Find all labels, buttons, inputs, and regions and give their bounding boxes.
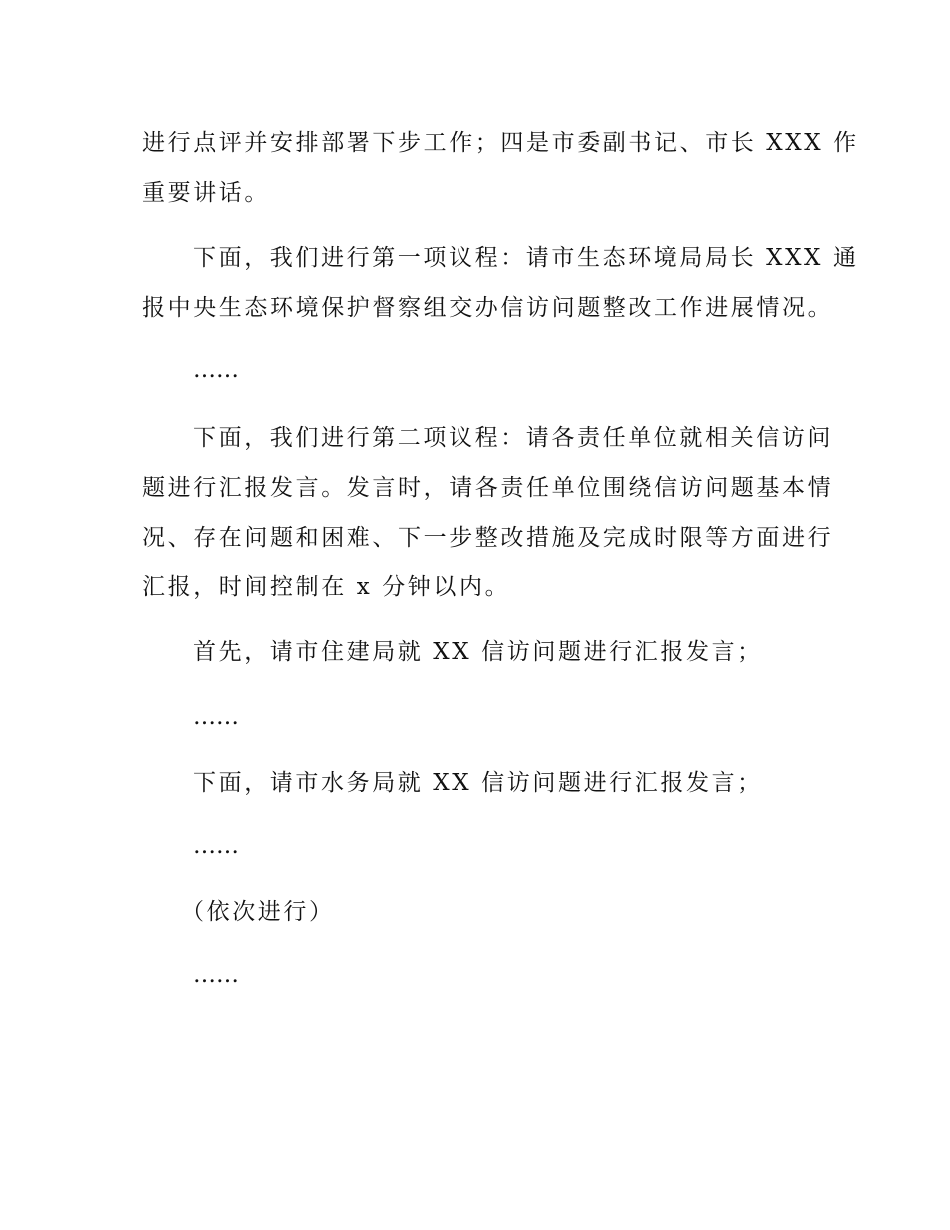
paragraph-line: 下面，我们进行第一项议程：请市生态环境局局长 XXX 通 (193, 245, 859, 271)
ellipsis-line: …… (193, 704, 239, 730)
ellipsis-line: …… (193, 357, 239, 383)
paragraph-line: 下面，请市水务局就 XX 信访问题进行汇报发言； (193, 770, 763, 796)
ellipsis-line: …… (193, 833, 239, 859)
paragraph-line: 重要讲话。 (142, 180, 270, 206)
paragraph-line: 首先，请市住建局就 XX 信访问题进行汇报发言； (193, 639, 763, 665)
ellipsis-line: …… (193, 962, 239, 988)
paragraph-line: （依次进行） (181, 899, 335, 925)
paragraph-line: 下面，我们进行第二项议程：请各责任单位就相关信访问 (193, 425, 833, 451)
paragraph-line: 题进行汇报发言。发言时，请各责任单位围绕信访问题基本情 (142, 475, 834, 501)
paragraph-line: 报中央生态环境保护督察组交办信访问题整改工作进展情况。 (142, 295, 834, 321)
paragraph-line: 汇报，时间控制在 x 分钟以内。 (142, 574, 511, 600)
paragraph-line: 况、存在问题和困难、下一步整改措施及完成时限等方面进行 (142, 525, 834, 551)
paragraph-line: 进行点评并安排部署下步工作；四是市委副书记、市长 XXX 作 (142, 130, 859, 156)
